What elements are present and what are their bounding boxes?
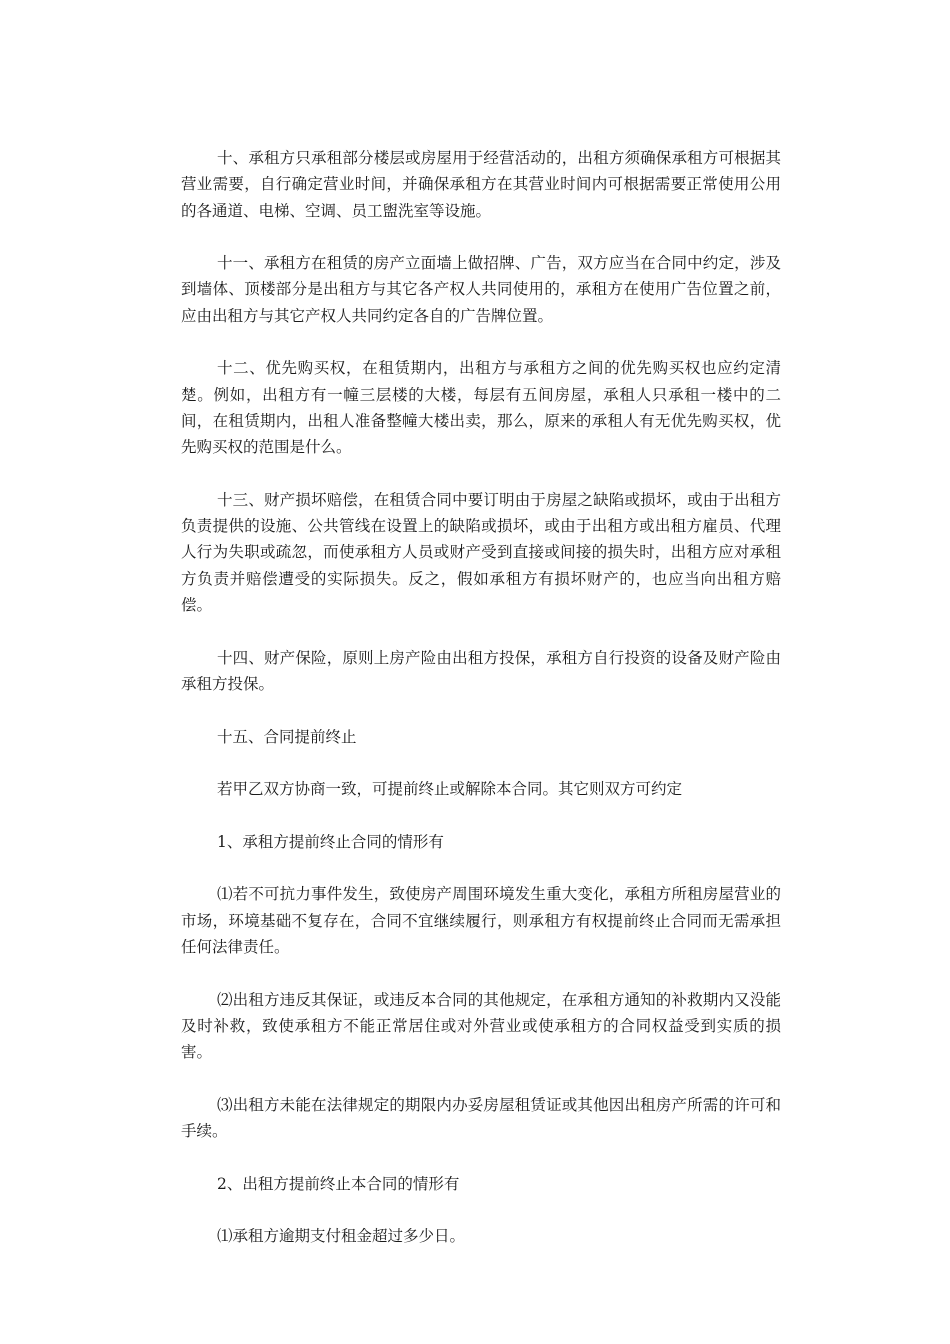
tenant-termination-heading: 1、承租方提前终止合同的情形有 <box>217 832 444 851</box>
tenant-termination-item-2: ⑵出租方违反其保证，或违反本合同的其他规定，在承租方通知的补救期内又没能及时补救，致使承租方不能正常居住或对外营业或使承租方的合同权益受到实质的损害。 <box>181 990 781 1062</box>
clause-13-paragraph: 十三、财产损坏赔偿，在租赁合同中要订明由于房屋之缺陷或损坏，或由于出租方负责提供的设施、公共管线在设置上的缺陷或损坏，或由于出租方或出租方雇员、代理人行为失职或疏忽，而使承租方人员或财产受到直接或间接的损失时，出租方应对承租方负责并赔偿遭受的实际损失。反之，假如承租方有损坏财产的，也应当向出租方赔偿。 <box>181 490 781 615</box>
early-termination-intro: 若甲乙双方协商一致，可提前终止或解除本合同。其它则双方可约定 <box>217 780 683 799</box>
clause-14-paragraph: 十四、财产保险，原则上房产险由出租方投保，承租方自行投资的设备及财产险由承租方投保。 <box>181 648 781 693</box>
clause-12-paragraph: 十二、优先购买权，在租赁期内，出租方与承租方之间的优先购买权也应约定清楚。例如，出租方有一幢三层楼的大楼，每层有五间房屋，承租人只承租一楼中的二间，在租赁期内，出租人准备整幢大楼出卖，那么，原来的承租人有无优先购买权，优先购买权的范围是什么。 <box>181 359 781 457</box>
tenant-termination-item-1: ⑴若不可抗力事件发生，致使房产周围环境发生重大变化，承租方所租房屋营业的市场，环境基础不复存在，合同不宜继续履行，则承租方有权提前终止合同而无需承担任何法律责任。 <box>181 885 781 956</box>
tenant-termination-item-3: ⑶出租方未能在法律规定的期限内办妥房屋租赁证或其他因出租房产所需的许可和手续。 <box>181 1095 781 1140</box>
landlord-termination-heading: 2、出租方提前终止本合同的情形有 <box>217 1174 460 1193</box>
landlord-termination-item-1: ⑴承租方逾期支付租金超过多少日。 <box>217 1227 466 1246</box>
clause-10-paragraph: 十、承租方只承租部分楼层或房屋用于经营活动的，出租方须确保承租方可根据其营业需要，自行确定营业时间，并确保承租方在其营业时间内可根据需要正常使用公用的各通道、电梯、空调、员工盥洗室等设施。 <box>181 149 781 220</box>
clause-11-paragraph: 十一、承租方在租赁的房产立面墙上做招牌、广告，双方应当在合同中约定，涉及到墙体、顶楼部分是出租方与其它各产权人共同使用的，承租方在使用广告位置之前，应由出租方与其它产权人共同约定各自的广告牌位置。 <box>181 254 781 325</box>
document-body <box>181 145 781 1276</box>
clause-15-heading: 十五、合同提前终止 <box>217 727 357 746</box>
